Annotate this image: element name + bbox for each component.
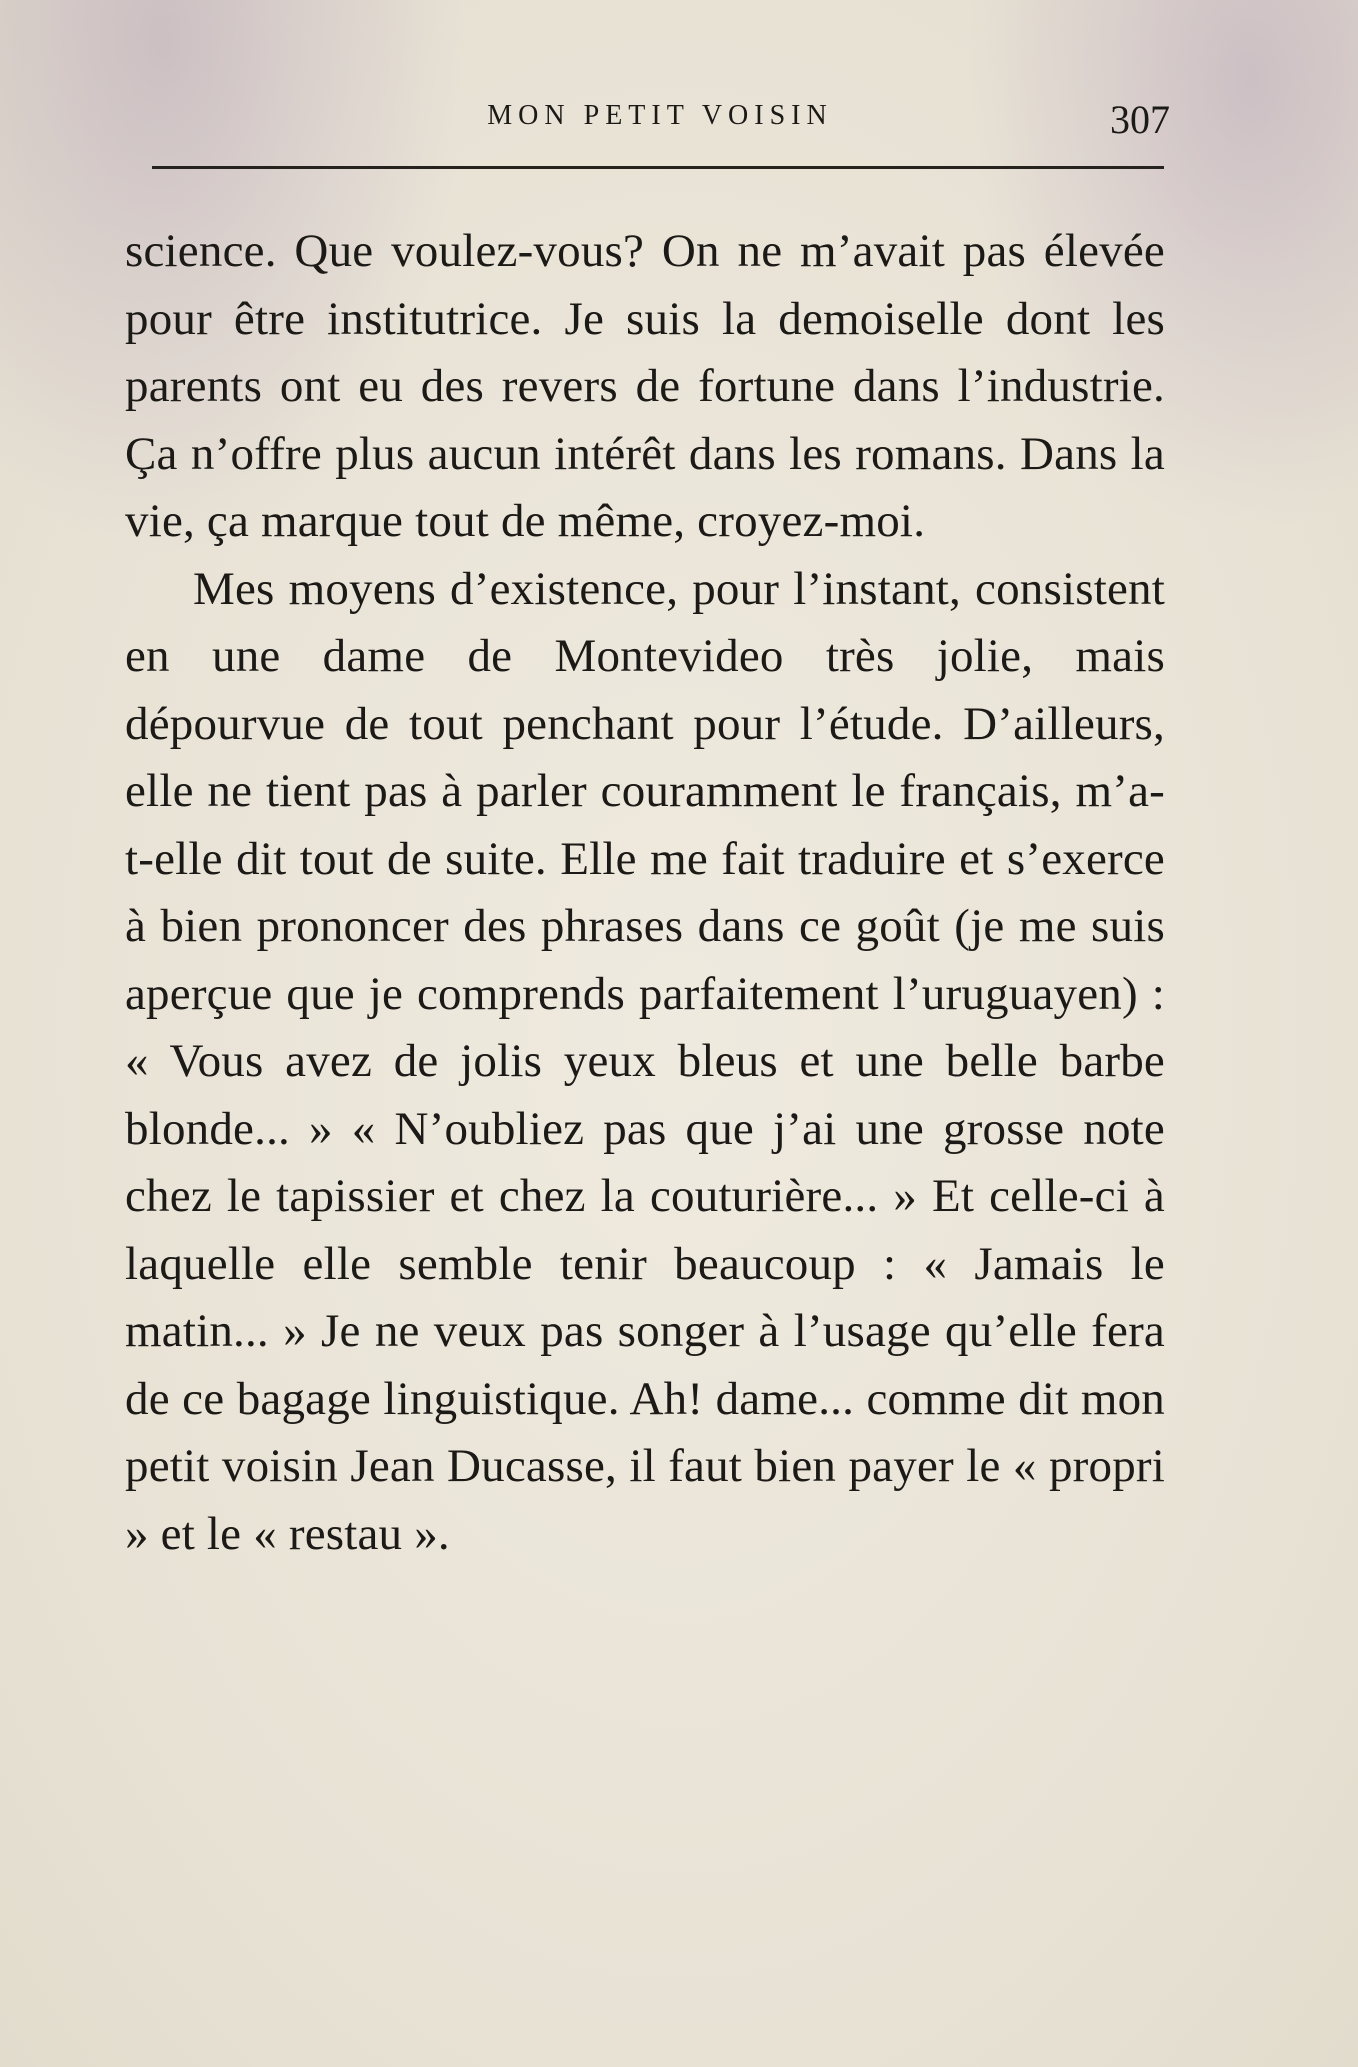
body-text xyxy=(125,218,1165,1568)
page-number: 307 xyxy=(1110,97,1170,142)
header-rule xyxy=(152,166,1164,169)
running-title: MON PETIT VOISIN xyxy=(487,100,833,131)
page-header xyxy=(150,96,1170,146)
paragraph: Mes moyens d’existence, pour l’instant, consistent en une dame de Montevideo très jolie, mais dépourvue de tout penchant pour l’étude. D’ailleurs, elle ne tient pas à parler couramment le français, m’a-t-elle dit tout de suite. Elle me fait traduire et s’exerce à bien prononcer des phrases dans ce goût (je me suis aperçue que je comprends parfaitement l’uruguayen) : « Vous avez de jolis yeux bleus et une belle barbe blonde... » « N’oubliez pas que j’ai une grosse note chez le tapissier et chez la couturière... » Et celle-ci à laquelle elle semble tenir beaucoup : « Jamais le matin... » Je ne veux pas songer à l’usage qu’elle fera de ce bagage linguistique. Ah! dame... comme dit mon petit voisin Jean Ducasse, il faut bien payer le « propri » et le « restau ». xyxy=(125,562,1165,1560)
paragraph: science. Que voulez-vous? On ne m’avait pas élevée pour être institutrice. Je suis la demoiselle dont les parents ont eu des revers de fortune dans l’industrie. Ça n’offre plus aucun intérêt dans les romans. Dans la vie, ça marque tout de même, croyez-moi. xyxy=(125,225,1165,547)
